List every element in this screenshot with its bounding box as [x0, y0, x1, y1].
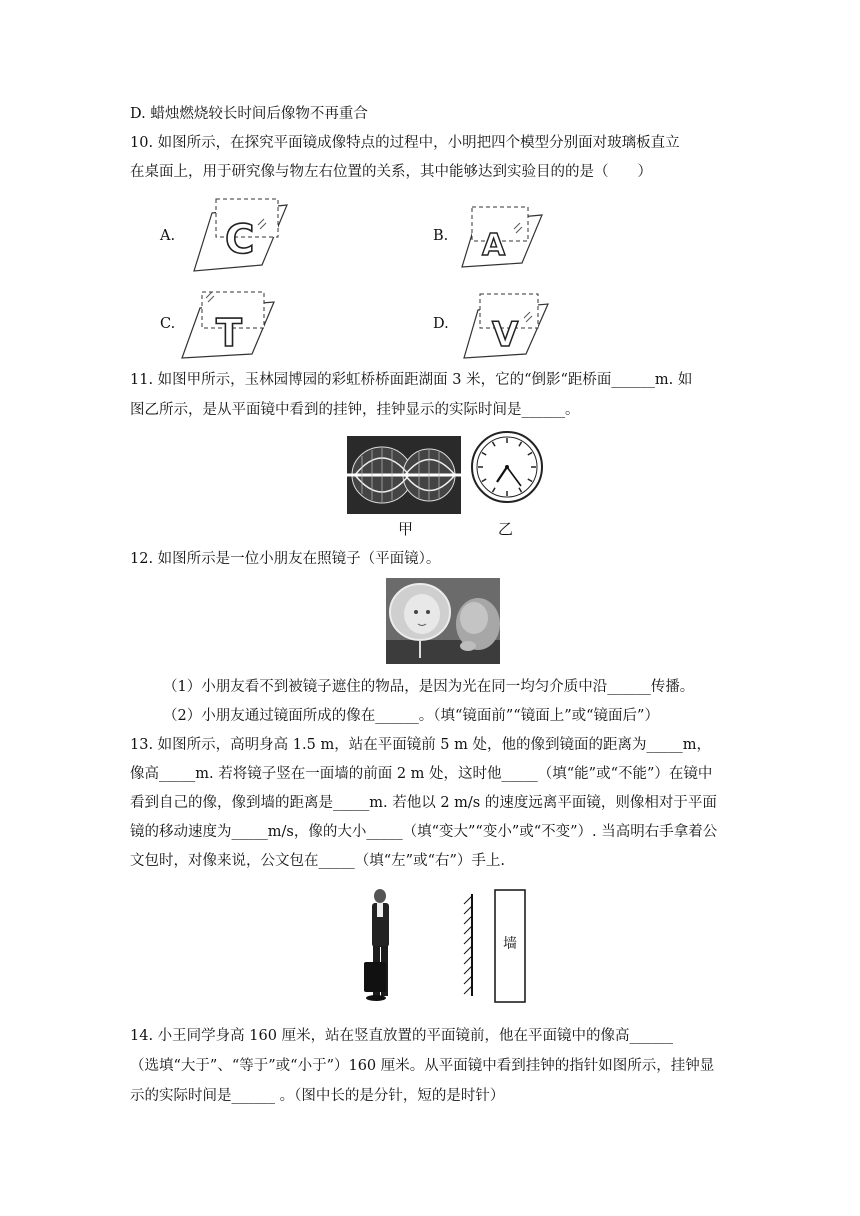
q11-line1: 11. 如图甲所示，玉林园博园的彩虹桥桥面距湖面 3 米，它的“倒影“距桥面______m. 如 — [130, 372, 693, 388]
q10-option-d-figure — [460, 290, 552, 360]
q14-line2: （选填“大于”、“等于”或“小于”）160 厘米。从平面镜中看到挂钟的指针如图所示，挂钟显 — [130, 1058, 715, 1074]
q11-line2: 图乙所示，是从平面镜中看到的挂钟，挂钟显示的实际时间是______。 — [130, 402, 580, 418]
q10-option-c-label: C. — [160, 316, 176, 332]
model-letter-v: V — [492, 315, 519, 355]
caption-jia: 甲 — [398, 520, 414, 538]
q10-line2: 在桌面上，用于研究像与物左右位置的关系，其中能够达到实验目的的是（ ） — [130, 164, 652, 180]
model-letter-a: A — [482, 228, 506, 263]
man-with-briefcase — [364, 889, 389, 1001]
q13-line1: 13. 如图所示，高明身高 1.5 m，站在平面镜前 5 m 处，他的像到镜面的距离为_____m， — [130, 737, 711, 753]
q10-option-d-label: D. — [433, 316, 449, 332]
q10-option-a-label: A. — [160, 228, 176, 244]
model-letter-t: T — [216, 311, 242, 355]
q12-sub2: （2）小朋友通过镜面所成的像在______。（填“镜面前”“镜面上”或“镜面后”） — [163, 708, 659, 724]
model-letter-c: C — [225, 217, 255, 263]
q10-option-b-label: B. — [433, 228, 449, 244]
q12-line1: 12. 如图所示是一位小朋友在照镜子（平面镜）。 — [130, 551, 441, 567]
child-mirror-photo — [386, 578, 500, 664]
q13-line5: 文包时，对像来说，公文包在_____（填“左”或“右”）手上. — [130, 853, 506, 869]
q13-line3: 看到自己的像，像到墙的距离是_____m. 若他以 2 m/s 的速度远离平面镜，则像相对于平面 — [130, 795, 717, 811]
caption-yi: 乙 — [498, 520, 514, 538]
plane-mirror — [464, 894, 472, 996]
q13-line4: 镜的移动速度为_____m/s，像的大小_____（填“变大”“变小”或“不变”）. 当高明右手拿着公 — [130, 824, 718, 840]
q10-line1: 10. 如图所示，在探究平面镜成像特点的过程中，小明把四个模型分别面对玻璃板直立 — [130, 135, 680, 151]
q12-sub1: （1）小朋友看不到被镜子遮住的物品，是因为光在同一均匀介质中沿______传播。 — [163, 679, 695, 695]
q10-option-b-figure — [458, 199, 548, 269]
mirror-clock — [470, 430, 544, 504]
man-mirror-wall-figure — [360, 886, 550, 1004]
wall-label: 墙 — [503, 936, 517, 952]
q10-option-a-figure — [192, 193, 292, 273]
q13-line2: 像高_____m. 若将镜子竖在一面墙的前面 2 m 处，这时他_____（填“能”或“不能”）在镜中 — [130, 766, 713, 782]
q14-line3: 示的实际时间是______ 。（图中长的是分针，短的是时针） — [130, 1088, 505, 1104]
q9-option-d: D. 蜡烛燃烧较长时间后像物不再重合 — [130, 106, 368, 122]
q14-line1: 14. 小王同学身高 160 厘米，站在竖直放置的平面镜前，他在平面镜中的像高______ — [130, 1028, 674, 1044]
bridge-reflection-photo — [347, 436, 461, 514]
q10-option-c-figure — [178, 288, 278, 360]
